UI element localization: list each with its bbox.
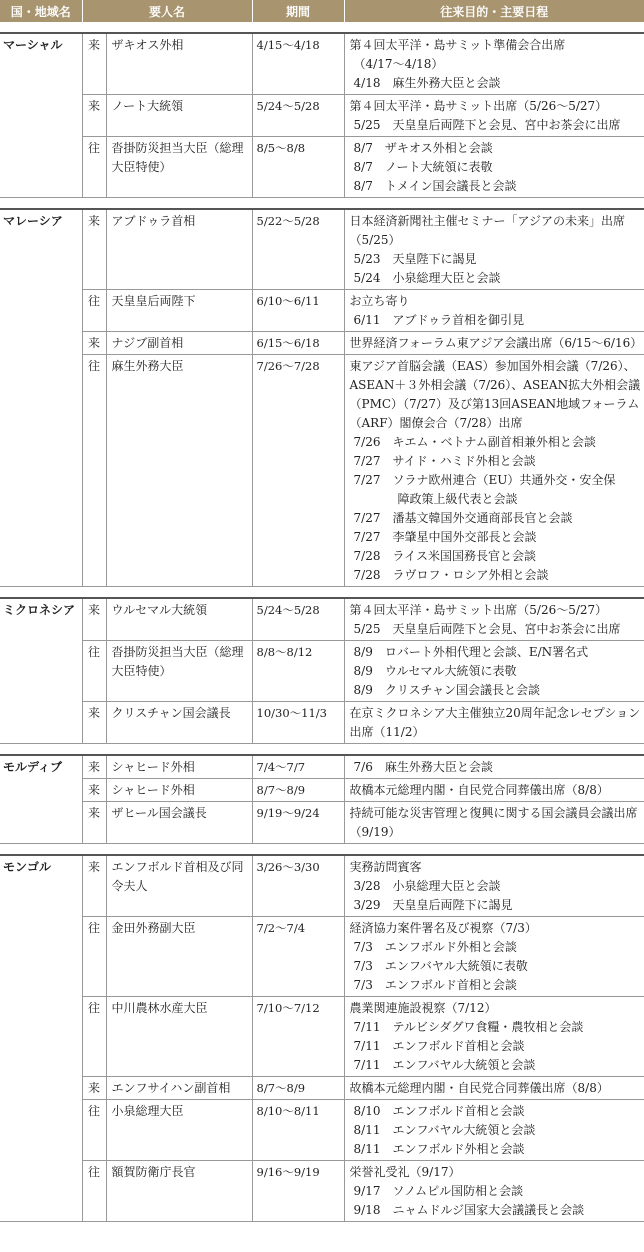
- schedule-line: 8/9 ロバート外相代理と会談、E/N署名式: [353, 645, 589, 659]
- schedule-line: 7/11 テルビシダグワ食糧・農牧相と会談: [353, 1020, 584, 1034]
- schedule-line: 5/25 天皇皇后両陛下と会見、宮中お茶会に出席: [353, 622, 621, 636]
- purpose-cell: [344, 137, 644, 198]
- period-cell: 8/5〜8/8: [252, 137, 344, 198]
- direction-cell: 来: [82, 33, 106, 95]
- schedule-line: 栄誉礼受礼（9/17）: [349, 1165, 461, 1179]
- person-cell: 沓掛防災担当大臣（総理大臣特使）: [106, 137, 252, 198]
- table-row: [0, 997, 644, 1077]
- purpose-cell: [344, 1161, 644, 1222]
- section-gap-cell: [0, 198, 644, 210]
- table-row: [0, 917, 644, 997]
- period-cell: 5/24〜5/28: [252, 598, 344, 641]
- period-cell: 7/4〜7/7: [252, 755, 344, 779]
- purpose-cell: [344, 855, 644, 917]
- schedule-line: 7/3 エンフバヤル大統領に表敬: [353, 959, 528, 973]
- schedule-line: 3/29 天皇皇后両陛下に謁見: [353, 898, 513, 912]
- schedule-line: お立ち寄り: [349, 294, 410, 308]
- schedule-line: （4/17〜4/18）: [353, 57, 444, 71]
- section-gap-cell: [0, 22, 644, 33]
- direction-cell: 来: [82, 779, 106, 802]
- direction-cell: 往: [82, 1161, 106, 1222]
- schedule-line: 8/9 ウルセマル大統領に表敬: [353, 664, 517, 678]
- table-row: [0, 598, 644, 641]
- person-cell: 額賀防衛庁長官: [106, 1161, 252, 1222]
- section-gap: [0, 744, 644, 756]
- person-cell: シャヒード外相: [106, 755, 252, 779]
- table-row: [0, 1100, 644, 1161]
- table-row: [0, 33, 644, 95]
- table-row: [0, 641, 644, 702]
- person-cell: 小泉総理大臣: [106, 1100, 252, 1161]
- purpose-cell: [344, 997, 644, 1077]
- schedule-line: 4/18 麻生外務大臣と会談: [353, 76, 501, 90]
- table-row: [0, 355, 644, 587]
- schedule-line: 7/27 ソラナ欧州連合（EU）共通外交・安全保: [353, 473, 616, 487]
- person-cell: 麻生外務大臣: [106, 355, 252, 587]
- direction-cell: 往: [82, 997, 106, 1077]
- schedule-line: 農業関連施設視察（7/12）: [349, 1001, 497, 1015]
- schedule-line: 3/28 小泉総理大臣と会談: [353, 879, 501, 893]
- schedule-line: 障政策上級代表と会談: [397, 492, 518, 506]
- country-name: マーシャル: [0, 33, 82, 198]
- schedule-line: 実務訪問賓客: [349, 860, 422, 874]
- person-cell: 沓掛防災担当大臣（総理大臣特使）: [106, 641, 252, 702]
- period-cell: 7/10〜7/12: [252, 997, 344, 1077]
- header-person: 要人名: [82, 0, 252, 22]
- purpose-cell: [344, 641, 644, 702]
- schedule-line: 8/10 エンフボルド首相と会談: [353, 1104, 525, 1118]
- person-cell: クリスチャン国会議長: [106, 702, 252, 744]
- direction-cell: 来: [82, 332, 106, 355]
- person-cell: 天皇皇后両陛下: [106, 290, 252, 332]
- schedule-line: 第４回太平洋・島サミット出席（5/26〜5/27）: [349, 99, 608, 113]
- section-gap: [0, 587, 644, 599]
- period-cell: 7/2〜7/4: [252, 917, 344, 997]
- table-row: [0, 779, 644, 802]
- table-row: [0, 1077, 644, 1100]
- country-name: モンゴル: [0, 855, 82, 1222]
- purpose-cell: [344, 917, 644, 997]
- schedule-line: 第４回太平洋・島サミット準備会合出席: [349, 38, 566, 52]
- schedule-line: 日本経済新聞社主催セミナー「アジアの未来」出席（5/25）: [349, 214, 626, 247]
- direction-cell: 来: [82, 1077, 106, 1100]
- direction-cell: 来: [82, 702, 106, 744]
- person-cell: アブドゥラ首相: [106, 209, 252, 290]
- person-cell: ナジブ副首相: [106, 332, 252, 355]
- schedule-line: 経済協力案件署名及び視察（7/3）: [349, 921, 537, 935]
- table-row: [0, 1161, 644, 1222]
- period-cell: 3/26〜3/30: [252, 855, 344, 917]
- person-cell: ザヒール国会議長: [106, 802, 252, 844]
- period-cell: 5/22〜5/28: [252, 209, 344, 290]
- schedule-line: 7/11 エンフボルド首相と会談: [353, 1039, 525, 1053]
- schedule-line: 7/28 ライス米国国務長官と会談: [353, 549, 536, 563]
- schedule-line: 7/27 李肇星中国外交部長と会談: [353, 530, 537, 544]
- period-cell: 10/30〜11/3: [252, 702, 344, 744]
- schedule-line: 7/28 ラヴロフ・ロシア外相と会談: [353, 568, 549, 582]
- direction-cell: 来: [82, 755, 106, 779]
- schedule-line: 東アジア首脳会議（EAS）参加国外相会議（7/26）、ASEAN＋３外相会議（7/26）、ASEAN拡大外相会議（PMC）（7/27）及び第13回ASEAN地域フォーラム（ARF）閣僚会合（7/28）出席: [349, 359, 641, 430]
- purpose-cell: [344, 95, 644, 137]
- purpose-cell: [344, 802, 644, 844]
- direction-cell: 往: [82, 290, 106, 332]
- direction-cell: 来: [82, 95, 106, 137]
- section-gap: [0, 22, 644, 33]
- period-cell: 9/19〜9/24: [252, 802, 344, 844]
- period-cell: 6/10〜6/11: [252, 290, 344, 332]
- direction-cell: 往: [82, 355, 106, 587]
- period-cell: 8/7〜8/9: [252, 779, 344, 802]
- section-gap-cell: [0, 844, 644, 856]
- direction-cell: 往: [82, 641, 106, 702]
- period-cell: 4/15〜4/18: [252, 33, 344, 95]
- section-gap: [0, 844, 644, 856]
- person-cell: エンフサイハン副首相: [106, 1077, 252, 1100]
- schedule-line: 8/11 エンフバヤル大統領と会談: [353, 1123, 536, 1137]
- schedule-line: 世界経済フォーラム東アジア会議出席（6/15〜6/16）: [349, 336, 643, 350]
- period-cell: 5/24〜5/28: [252, 95, 344, 137]
- person-cell: 金田外務副大臣: [106, 917, 252, 997]
- schedule-line: 8/7 トメイン国会議長と会談: [353, 179, 517, 193]
- schedule-line: 8/9 クリスチャン国会議長と会談: [353, 683, 540, 697]
- schedule-line: 8/11 エンフボルド外相と会談: [353, 1142, 525, 1156]
- header-purpose: 往来目的・主要日程: [344, 0, 644, 22]
- schedule-line: 7/27 サイド・ハミド外相と会談: [353, 454, 536, 468]
- person-cell: ウルセマル大統領: [106, 598, 252, 641]
- person-cell: エンフボルド首相及び同令夫人: [106, 855, 252, 917]
- purpose-cell: [344, 702, 644, 744]
- table-header: [0, 0, 644, 22]
- period-cell: 6/15〜6/18: [252, 332, 344, 355]
- schedule-line: 在京ミクロネシア大主催独立20周年記念レセプション出席（11/2）: [349, 706, 641, 739]
- schedule-line: 8/7 ザキオス外相と会談: [353, 141, 493, 155]
- purpose-cell: [344, 598, 644, 641]
- table-row: [0, 855, 644, 917]
- schedule-line: 7/27 潘基文韓国外交通商部長官と会談: [353, 511, 573, 525]
- period-cell: 7/26〜7/28: [252, 355, 344, 587]
- direction-cell: 来: [82, 209, 106, 290]
- period-cell: 8/10〜8/11: [252, 1100, 344, 1161]
- table-row: [0, 209, 644, 290]
- schedule-line: 7/3 エンフボルド外相と会談: [353, 940, 517, 954]
- section-gap-cell: [0, 587, 644, 599]
- country-name: ミクロネシア: [0, 598, 82, 744]
- direction-cell: 往: [82, 1100, 106, 1161]
- table-row: [0, 95, 644, 137]
- direction-cell: 往: [82, 137, 106, 198]
- purpose-cell: [344, 332, 644, 355]
- purpose-cell: [344, 779, 644, 802]
- table-row: [0, 755, 644, 779]
- direction-cell: 往: [82, 917, 106, 997]
- purpose-cell: [344, 755, 644, 779]
- purpose-cell: [344, 33, 644, 95]
- section-gap: [0, 198, 644, 210]
- purpose-cell: [344, 1100, 644, 1161]
- schedule-line: 故橋本元総理内閣・自民党合同葬儀出席（8/8）: [349, 783, 609, 797]
- person-cell: 中川農林水産大臣: [106, 997, 252, 1077]
- person-cell: ザキオス外相: [106, 33, 252, 95]
- schedule-line: 6/11 アブドゥラ首相を御引見: [353, 313, 525, 327]
- table-row: [0, 702, 644, 744]
- schedule-line: 故橋本元総理内閣・自民党合同葬儀出席（8/8）: [349, 1081, 609, 1095]
- purpose-cell: [344, 355, 644, 587]
- schedule-line: 5/25 天皇皇后両陛下と会見、宮中お茶会に出席: [353, 118, 621, 132]
- table-row: [0, 802, 644, 844]
- schedule-line: 9/18 ニャムドルジ国家大会議議長と会談: [353, 1203, 585, 1217]
- direction-cell: 来: [82, 802, 106, 844]
- period-cell: 9/16〜9/19: [252, 1161, 344, 1222]
- schedule-line: 第４回太平洋・島サミット出席（5/26〜5/27）: [349, 603, 608, 617]
- country-name: マレーシア: [0, 209, 82, 587]
- direction-cell: 来: [82, 598, 106, 641]
- person-cell: シャヒード外相: [106, 779, 252, 802]
- table-body: [0, 22, 644, 1222]
- schedule-line: 7/3 エンフボルド首相と会談: [353, 978, 517, 992]
- country-name: モルディブ: [0, 755, 82, 844]
- section-gap-cell: [0, 744, 644, 756]
- purpose-cell: [344, 290, 644, 332]
- period-cell: 8/7〜8/9: [252, 1077, 344, 1100]
- direction-cell: 来: [82, 855, 106, 917]
- table-row: [0, 332, 644, 355]
- schedule-line: 7/11 エンフバヤル大統領と会談: [353, 1058, 536, 1072]
- person-cell: ノート大統領: [106, 95, 252, 137]
- period-cell: 8/8〜8/12: [252, 641, 344, 702]
- schedule-line: 7/26 キエム・ベトナム副首相兼外相と会談: [353, 435, 596, 449]
- header-period: 期間: [252, 0, 344, 22]
- header-country: 国・地域名: [0, 0, 82, 22]
- schedule-line: 8/7 ノート大統領に表敬: [353, 160, 493, 174]
- schedule-line: 持続可能な災害管理と復興に関する国会議員会議出席（9/19）: [349, 806, 638, 839]
- schedule-line: 7/6 麻生外務大臣と会談: [353, 760, 493, 774]
- table-row: [0, 137, 644, 198]
- schedule-line: 5/24 小泉総理大臣と会談: [353, 271, 501, 285]
- schedule-line: 9/17 ソノムピル国防相と会談: [353, 1184, 524, 1198]
- schedule-line: 5/23 天皇陛下に謁見: [353, 252, 477, 266]
- purpose-cell: [344, 209, 644, 290]
- table-row: [0, 290, 644, 332]
- purpose-cell: [344, 1077, 644, 1100]
